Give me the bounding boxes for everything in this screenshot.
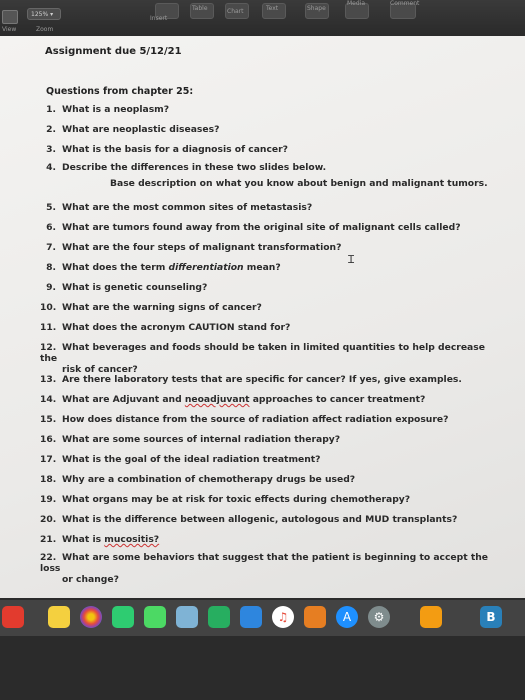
question-19: 19. What organs may be at risk for toxic effects during chemotherapy? bbox=[40, 494, 411, 505]
question-12: 12. What beverages and foods should be taken in limited quantities to help decrease the risk of cancer? bbox=[40, 342, 485, 375]
numbers-icon[interactable] bbox=[208, 606, 230, 628]
question-16: 16. What are some sources of internal radiation therapy? bbox=[40, 434, 341, 445]
notes-icon[interactable] bbox=[48, 606, 70, 628]
comment-label: Comment bbox=[390, 0, 420, 7]
books-icon[interactable] bbox=[304, 606, 326, 628]
question-4: 4. Describe the differences in these two slides below. bbox=[46, 162, 327, 173]
sidebar-toggle-icon[interactable] bbox=[2, 10, 18, 24]
zoom-label: Zoom bbox=[36, 26, 54, 33]
photos-icon[interactable] bbox=[80, 606, 102, 628]
pages-icon[interactable] bbox=[420, 606, 442, 628]
question-11: 11. What does the acronym CAUTION stand for? bbox=[40, 322, 291, 333]
question-4-subtext: Base description on what you know about benign and malignant tumors. bbox=[110, 178, 488, 189]
question-17: 17. What is the goal of the ideal radiation treatment? bbox=[40, 454, 321, 465]
question-5: 5. What are the most common sites of metastasis? bbox=[46, 202, 313, 213]
chapter-heading: Questions from chapter 25: bbox=[46, 86, 194, 97]
keynote-icon[interactable] bbox=[240, 606, 262, 628]
media-label: Media bbox=[347, 0, 366, 7]
facetime-icon[interactable] bbox=[144, 606, 166, 628]
document-page[interactable] bbox=[0, 36, 525, 598]
question-14: 14. What are Adjuvant and neoadjuvant approaches to cancer treatment? bbox=[40, 394, 426, 405]
question-18: 18. Why are a combination of chemotherapy drugs be used? bbox=[40, 474, 356, 485]
messages-icon[interactable] bbox=[112, 606, 134, 628]
question-20: 20. What is the difference between allogenic, autologous and MUD transplants? bbox=[40, 514, 458, 525]
question-13: 13. Are there laboratory tests that are specific for cancer? If yes, give examples. bbox=[40, 374, 462, 385]
zoom-value: 125% bbox=[31, 11, 49, 18]
music-icon[interactable]: ♫ bbox=[272, 606, 294, 628]
maps-icon[interactable] bbox=[176, 606, 198, 628]
question-7: 7. What are the four steps of malignant transformation? bbox=[46, 242, 342, 253]
question-21: 21. What is mucositis? bbox=[40, 534, 160, 545]
question-3: 3. What is the basis for a diagnosis of cancer? bbox=[46, 144, 289, 155]
shape-label: Shape bbox=[307, 5, 326, 12]
settings-icon[interactable]: ⚙ bbox=[368, 606, 390, 628]
text-cursor-icon: Ɪ bbox=[348, 253, 355, 266]
view-label: View bbox=[2, 26, 17, 33]
dock bbox=[0, 598, 525, 700]
zoom-select[interactable]: 125% ▾ bbox=[27, 8, 61, 20]
table-label: Table bbox=[192, 5, 208, 12]
app-store-icon[interactable]: A bbox=[336, 606, 358, 628]
toolbar bbox=[0, 0, 525, 37]
finder-icon[interactable] bbox=[2, 606, 24, 628]
insert-label: Insert bbox=[150, 15, 168, 22]
question-22: 22. What are some behaviors that suggest that the patient is beginning to accept the loss or change? bbox=[40, 552, 488, 585]
question-1: 1. What is a neoplasm? bbox=[46, 104, 170, 115]
text-label: Text bbox=[266, 5, 279, 12]
dock-bar bbox=[0, 600, 525, 636]
question-6: 6. What are tumors found away from the original site of malignant cells called? bbox=[46, 222, 461, 233]
question-9: 9. What is genetic counseling? bbox=[46, 282, 208, 293]
question-8: 8. What does the term differentiation mean? bbox=[46, 262, 281, 273]
assignment-title: Assignment due 5/12/21 bbox=[45, 46, 182, 57]
b-app-icon[interactable]: B bbox=[480, 606, 502, 628]
question-10: 10. What are the warning signs of cancer? bbox=[40, 302, 262, 313]
question-15: 15. How does distance from the source of radiation affect radiation exposure? bbox=[40, 414, 449, 425]
chart-label: Chart bbox=[227, 8, 244, 15]
question-2: 2. What are neoplastic diseases? bbox=[46, 124, 220, 135]
